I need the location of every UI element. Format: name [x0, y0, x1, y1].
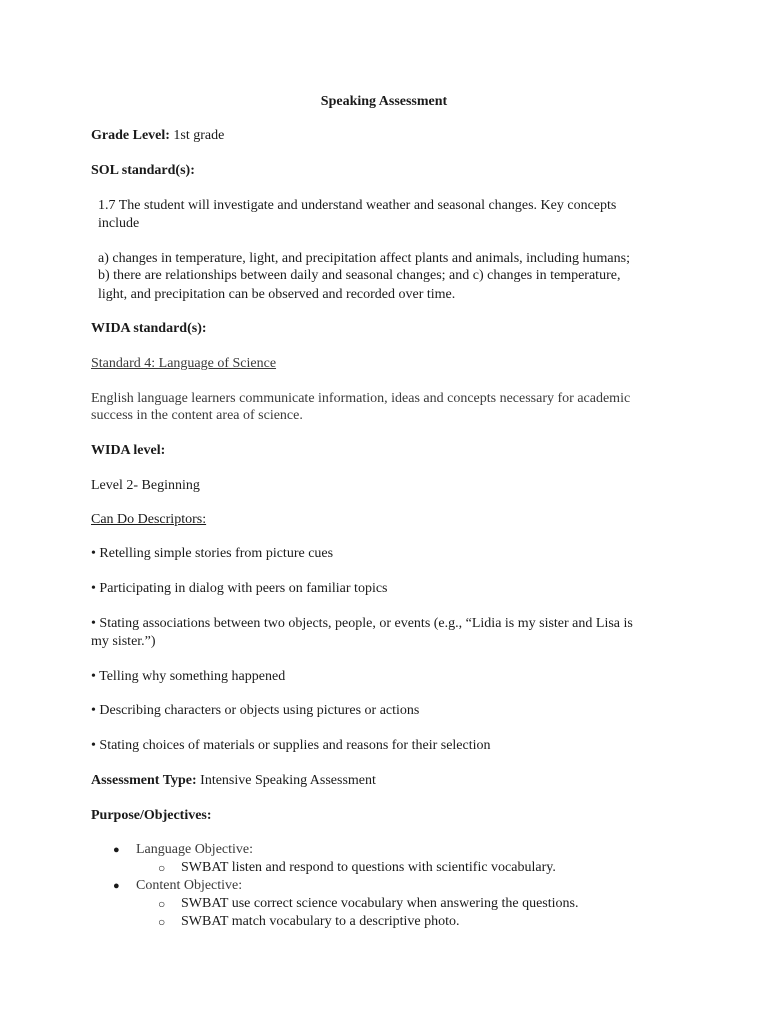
assessment-type	[91, 772, 376, 790]
descriptor-item: • Stating choices of materials or supplies and reasons for their selection	[91, 738, 491, 753]
sol-intro-line-1: 1.7 The student will investigate and understand weather and seasonal changes. Key concepts	[98, 198, 617, 213]
wida-description-line-2: success in the content area of science.	[91, 408, 303, 423]
sub-bullet-icon: ○	[158, 897, 166, 911]
content-objective-item: SWBAT use correct science vocabulary when answering the questions.	[181, 896, 579, 911]
sol-concept-line-3: light, and precipitation can be observed and recorded over time.	[98, 287, 456, 302]
descriptor-item: • Describing characters or objects using pictures or actions	[91, 703, 420, 718]
page-title: Speaking Assessment	[320, 94, 448, 109]
sol-heading: SOL standard(s):	[91, 163, 195, 178]
language-objective-label: Language Objective:	[136, 842, 254, 857]
content-objective-item: SWBAT match vocabulary to a descriptive photo.	[181, 914, 460, 929]
bullet-icon: ●	[113, 844, 120, 856]
descriptor-item-continued: my sister.”)	[91, 634, 156, 649]
assessment-type-label: Assessment Type:	[91, 773, 197, 788]
grade-level-label: Grade Level:	[91, 128, 170, 143]
language-objective-item: SWBAT listen and respond to questions with scientific vocabulary.	[181, 860, 556, 875]
sub-bullet-icon: ○	[158, 861, 166, 875]
sol-concept-line-2: b) there are relationships between daily and seasonal changes; and c) changes in temperature,	[98, 268, 621, 283]
sol-concept-line-1: a) changes in temperature, light, and precipitation affect plants and animals, including humans;	[98, 251, 630, 266]
wida-level: Level 2- Beginning	[91, 478, 200, 493]
sol-intro-line-2: include	[98, 216, 140, 231]
descriptor-item: • Participating in dialog with peers on familiar topics	[91, 581, 388, 596]
content-objective-label: Content Objective:	[136, 878, 243, 893]
descriptor-item: • Telling why something happened	[91, 669, 286, 684]
wida-level-heading: WIDA level:	[91, 443, 166, 458]
wida-heading: WIDA standard(s):	[91, 321, 207, 336]
grade-level	[91, 127, 224, 145]
grade-level-value: 1st grade	[173, 128, 225, 143]
can-do-heading: Can Do Descriptors:	[91, 512, 207, 527]
wida-description-line-1: English language learners communicate information, ideas and concepts necessary for academic	[91, 391, 631, 406]
descriptor-item: • Stating associations between two objects, people, or events (e.g., “Lidia is my sister and Lisa is	[91, 616, 633, 631]
purpose-heading: Purpose/Objectives:	[91, 808, 212, 823]
wida-standard: Standard 4: Language of Science	[91, 356, 277, 371]
descriptor-item: • Retelling simple stories from picture cues	[91, 546, 334, 561]
assessment-type-value: Intensive Speaking Assessment	[200, 773, 376, 788]
sub-bullet-icon: ○	[158, 915, 166, 929]
bullet-icon: ●	[113, 880, 120, 892]
